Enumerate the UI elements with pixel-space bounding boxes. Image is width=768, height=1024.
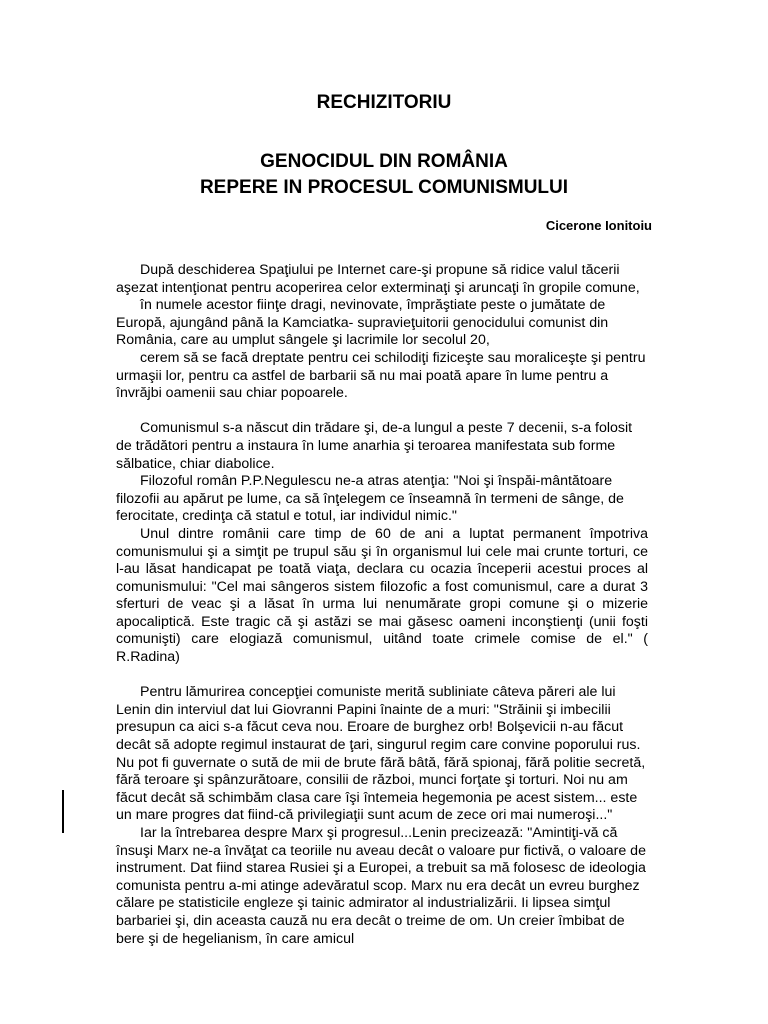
paragraph: După deschiderea Spaţiului pe Internet care-şi propune să ridice valul tăcerii aşezat intenţionat pentru acoperirea celor exterminaţi şi aruncaţi în gropile comune, bbox=[116, 262, 640, 296]
paragraph: Iar la întrebarea despre Marx şi progresul...Lenin precizează: "Amintiţi-vă că însuşi Marx ne-a învăţat ca teoriile nu aveau decât o valoare pur fictivă, o valoare de instrument. Dat fiind starea Rusiei şi a Europei, a trebuit sa mă folosesc de ideologia comunista pentru a-mi atinge adevăratul scop. Marx nu era decât un evreu burghez călare pe statisticile engleze şi tainic admirator al industrializării. Ii lipsea simţul barbariei şi, din aceasta cauză nu era decât o treime de om. Un creier îmbibat de bere şi de hegelianism, în care amicul bbox=[116, 825, 646, 947]
paragraph: Filozoful român P.P.Negulescu ne-a atras atenţia: "Noi şi înspăi-mântătoare filozofii au apărut pe lume, ca să înţelegem ce înseamnă în termeni de sânge, de ferocitate, credinţa că statul e totul, iar individul nimic." bbox=[116, 473, 624, 525]
text-cursor bbox=[62, 790, 64, 833]
paragraph-gap bbox=[116, 667, 648, 685]
paragraph-gap bbox=[116, 403, 648, 421]
document-body bbox=[116, 262, 648, 948]
subtitle-line-2: REPERE IN PROCESUL COMUNISMULUI bbox=[199, 177, 569, 198]
paragraph: cerem să se facă dreptate pentru cei schilodiţi fiziceşte sau moraliceşte şi pentru urmaşii lor, pentru ca astfel de barbarii să nu mai poată apare în lume pentru a învrăjbi oamenii sau chiar popoarele. bbox=[116, 349, 646, 402]
document-subtitle bbox=[0, 149, 768, 201]
paragraph: în numele acestor fiinţe dragi, nevinovate, împrăştiate peste o jumătate de Europă, ajungând până la Kamciatka- supravieţuitorii genocidului comunist din România, care au umplut sângele şi lacrimile lor secolul 20, bbox=[116, 297, 609, 349]
author-name: Cicerone Ionitoiu bbox=[545, 218, 652, 233]
subtitle-line-1: GENOCIDUL DIN ROMÂNIA bbox=[260, 151, 508, 172]
paragraph: Unul dintre românii care timp de 60 de ani a luptat permanent împotriva comunismului şi a simţit pe trupul său şi în organismul lui cele mai crunte torturi, ce l-au lăsat handicapat pe toată viaţa, declara cu ocazia începerii acestui proces al comunismului: "Cel mai sângeros sistem filozofic a fost comunismul, care a durat 3 sferturi de veac şi a lăsat în urma lui nenumărate gropi comune şi o mizerie apocaliptică. Este tragic că şi astăzi se mai găsesc oameni inconştienţi (unii foşti comunişti) care elogiază comunismul, uitând toate crimele comise de el." ( R.Radina) bbox=[116, 525, 648, 666]
document-title: RECHIZITORIU bbox=[316, 92, 452, 113]
paragraph: Comunismul s-a născut din trădare şi, de-a lungul a peste 7 decenii, s-a folosit de trădători pentru a instaura în lume anarhia şi teroarea manifestata sub forme sălbatice, chiar diabolice. bbox=[116, 420, 633, 472]
paragraph: Pentru lămurirea concepţiei comuniste merită subliniate câteva păreri ale lui Lenin din interviul dat lui Giovranni Papini înainte de a muri: "Străinii şi imbecilii presupun ca aici s-a făcut ceva nou. Eroare de burghez orb! Bolşevicii n-au făcut decât să adopte regimul instaurat de ţari, singurul regim care convine poporului rus. Nu pot fi guvernate o sută de mii de brute fără bâtă, fără spionaj, fără politie secretă, fără teroare şi spânzurătoare, consilii de război, munci forţate şi torturi. Noi nu am făcut decât să schimbăm clasa care îşi întemeia hegemonia pe acest sistem... este un mare progres dat fiind-că privilegiaţii sunt acum de zece ori mai numeroşi..." bbox=[116, 684, 646, 824]
